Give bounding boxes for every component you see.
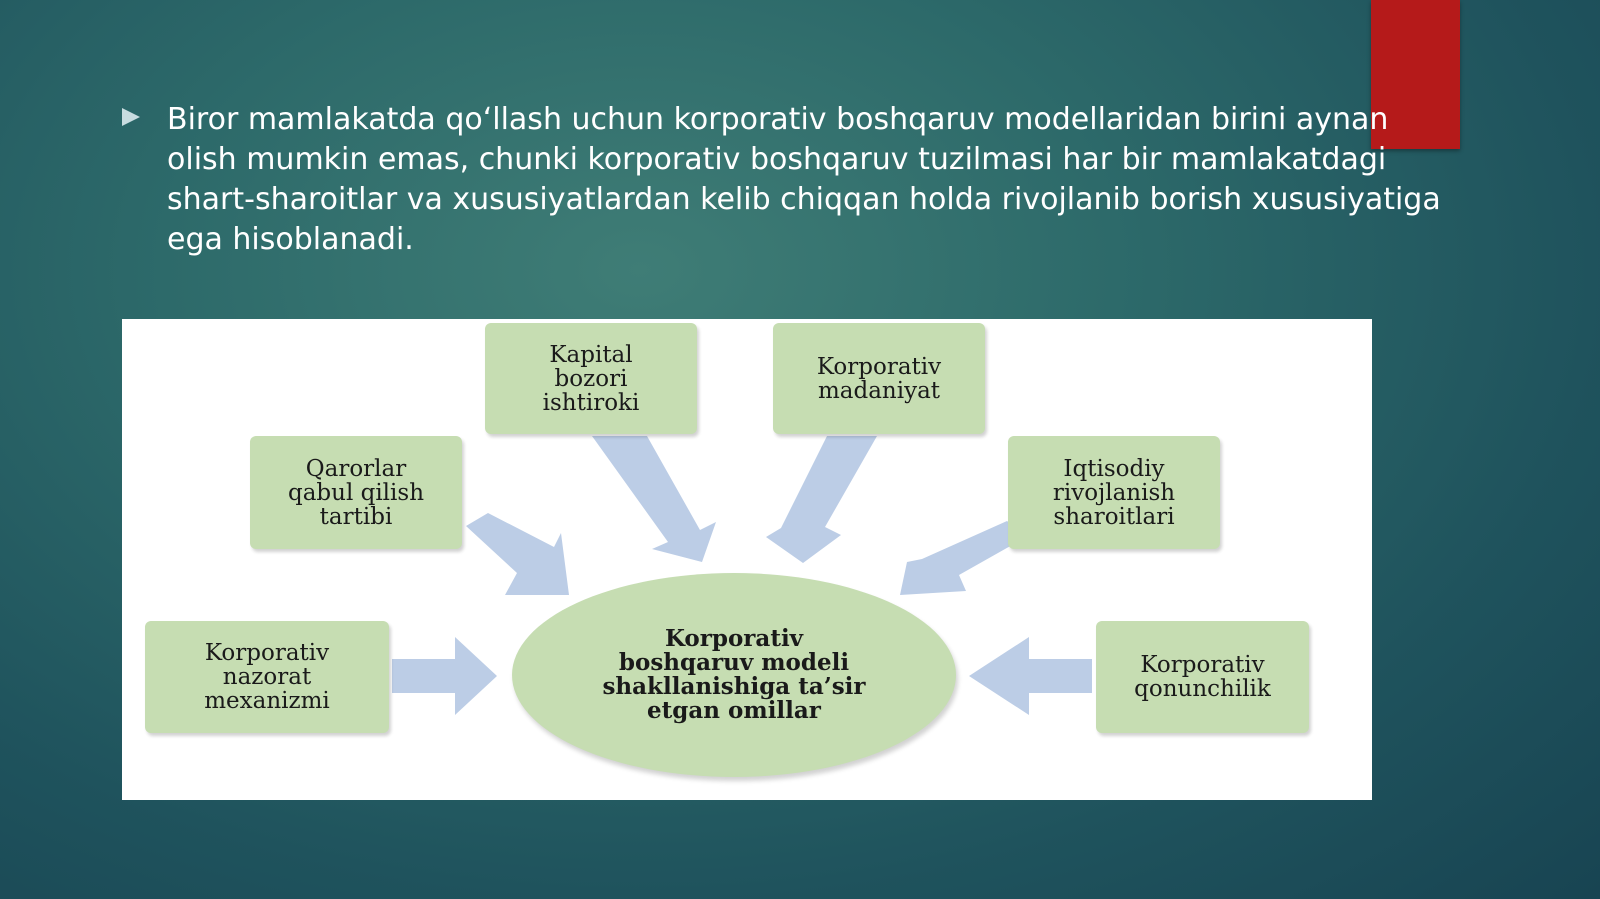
node-iqtisodiy: Iqtisodiy rivojlanish sharoitlari bbox=[1008, 436, 1220, 549]
node-korporativ-qonunchilik: Korporativ qonunchilik bbox=[1096, 621, 1309, 733]
node-korporativ-madaniyat: Korporativ madaniyat bbox=[773, 323, 985, 434]
node-korporativ-nazorat: Korporativ nazorat mexanizmi bbox=[145, 621, 389, 733]
arrow-kapital bbox=[592, 436, 716, 562]
center-node: Korporativ boshqaruv modeli shakllanishiga ta’sir etgan omillar bbox=[512, 573, 956, 777]
bullet-text: Biror mamlakatda qo‘llash uchun korporativ boshqaruv modellaridan birini aynan olish mumkin emas, chunki korporativ boshqaruv tuzilmasi har bir mamlakatdagi shart-sharoitlar va xususiyatlardan kelib chiqqan holda rivojlanib borish xususiyatiga ega hisoblanadi. bbox=[167, 102, 1441, 257]
arrow-nazorat bbox=[392, 637, 497, 715]
arrow-madaniyat bbox=[766, 436, 877, 563]
node-qarorlar: Qarorlar qabul qilish tartibi bbox=[250, 436, 462, 549]
factors-diagram bbox=[122, 319, 1372, 800]
triangle-bullet-icon bbox=[122, 108, 140, 126]
node-kapital-bozori: Kapital bozori ishtiroki bbox=[485, 323, 697, 434]
arrow-qarorlar bbox=[466, 513, 569, 595]
arrow-qonunchilik bbox=[969, 637, 1092, 715]
